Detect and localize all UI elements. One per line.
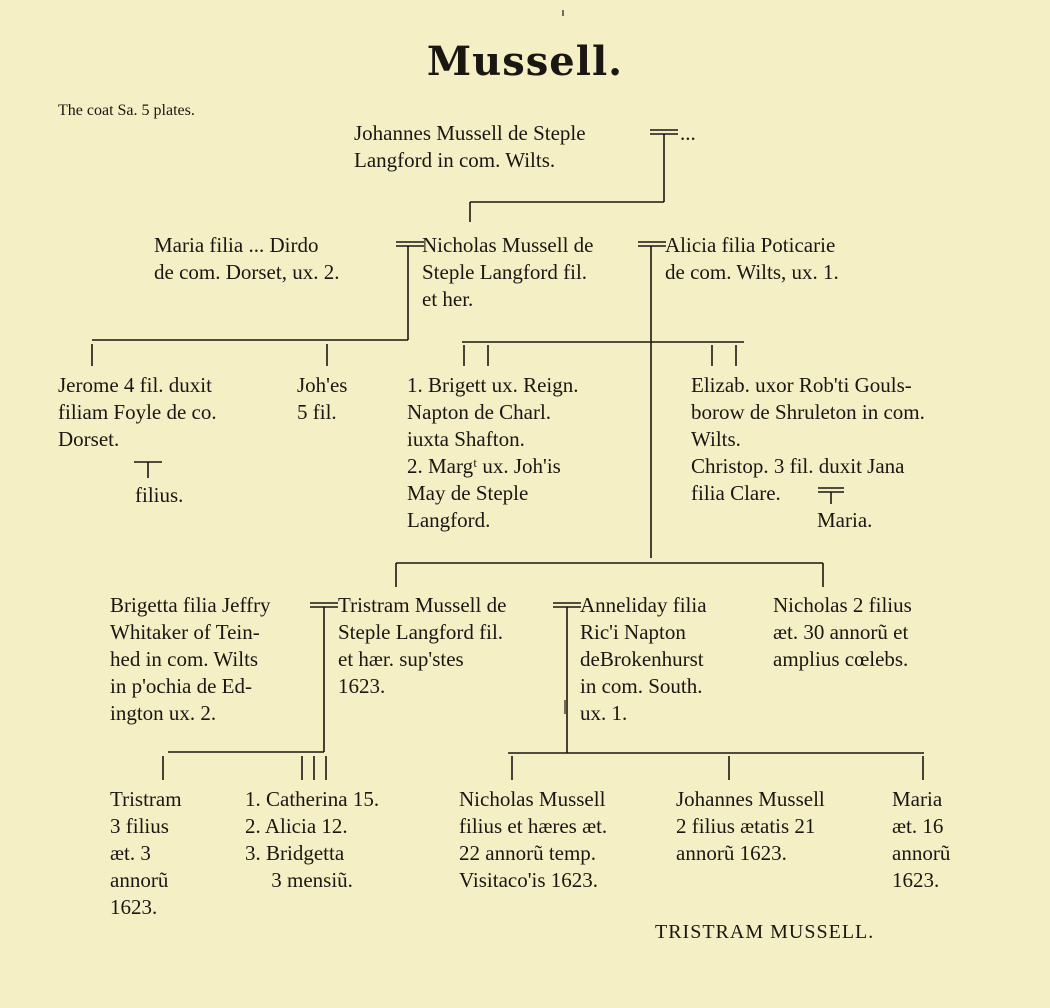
entry-nicholas-mussell: Nicholas Mussell de Steple Langford fil. et her. [422, 233, 594, 311]
entry-jerome: Jerome 4 fil. duxit filiam Foyle de co. Dorset. [58, 373, 217, 451]
entry-maria-dirdo: Maria filia ... Dirdo de com. Dorset, ux. 2. [154, 233, 340, 284]
coat-of-arms-note: The coat Sa. 5 plates. [58, 102, 195, 119]
entry-johannes-spouse: ... [680, 121, 696, 145]
entry-brigetta-whitaker: Brigetta filia Jeffry Whitaker of Tein- hed in com. Wilts in p'ochia de Ed- ington ux. 2. [110, 593, 271, 725]
entry-anneliday-napton: Anneliday filia Ric'i Napton deBrokenhurst in com. South. ux. 1. [580, 593, 707, 725]
entry-nicholas-heir: Nicholas Mussell filius et hæres æt. 22 annorũ temp. Visitaco'is 1623. [459, 787, 608, 892]
entry-jerome-issue: filius. [135, 483, 184, 507]
entry-catherina-alicia-bridgetta: 1. Catherina 15. 2. Alicia 12. 3. Bridgetta 3 mensiũ. [245, 787, 380, 892]
entry-christop-issue: Maria. [817, 508, 873, 532]
entry-maria-16: Maria æt. 16 annorũ 1623. [892, 787, 951, 892]
entry-johannes-mussell: Johannes Mussell de Steple Langford in com. Wilts. [354, 121, 586, 172]
entry-johannes-2-filius: Johannes Mussell 2 filius ætatis 21 annorũ 1623. [676, 787, 825, 865]
entry-tristram-mussell: Tristram Mussell de Steple Langford fil. et hær. sup'stes 1623. [338, 593, 507, 698]
entry-alicia-poticarie: Alicia filia Poticarie de com. Wilts, ux. 1. [665, 233, 839, 284]
entry-elizab-christop: Elizab. uxor Rob'ti Gouls- borow de Shruleton in com. Wilts. Christop. 3 fil. duxit Jana filia Clare. [691, 373, 925, 505]
page-title: Mussell. [426, 38, 624, 85]
entry-tristram-3-filius: Tristram 3 filius æt. 3 annorũ 1623. [110, 787, 182, 919]
entry-johes: Joh'es 5 fil. [297, 373, 348, 424]
signature: TRISTRAM MUSSELL. [655, 921, 875, 943]
entry-brigett-margt: 1. Brigett ux. Reign. Napton de Charl. iuxta Shafton. 2. Margᵗ ux. Joh'is May de Steple Langford. [407, 373, 579, 532]
entry-nicholas-2-filius: Nicholas 2 filius æt. 30 annorũ et amplius cœlebs. [773, 593, 912, 671]
